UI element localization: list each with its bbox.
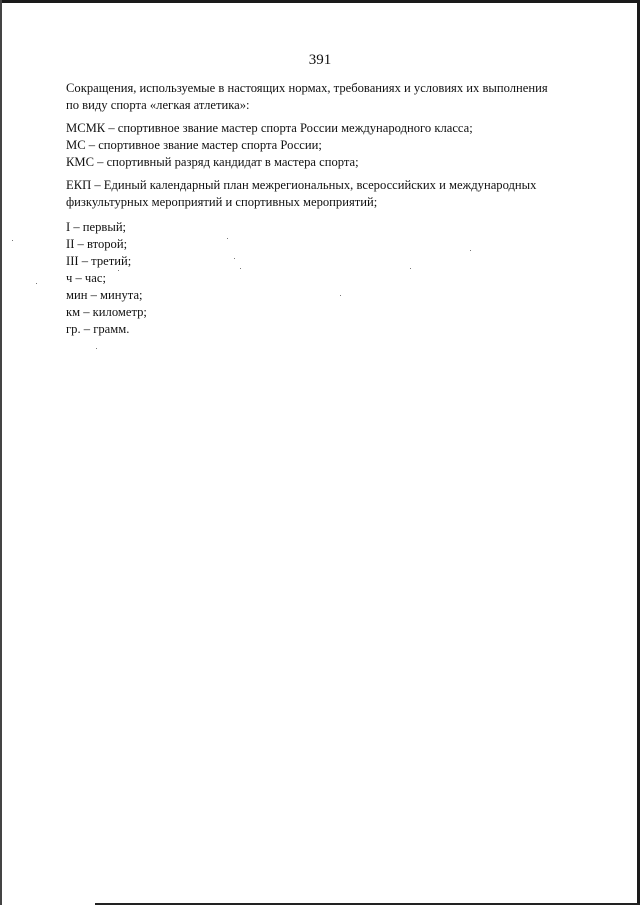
scan-border-top [0, 0, 640, 3]
ekp-paragraph: ЕКП – Единый календарный план межрегиональных, всероссийских и международных физкультурных мероприятий и спортивных мероприятий; [66, 178, 537, 209]
rank-ms: МС – спортивное звание мастер спорта России; [66, 138, 322, 152]
list-item: II – второй; [66, 237, 128, 251]
rank-kms: КМС – спортивный разряд кандидат в мастера спорта; [66, 155, 359, 169]
intro-paragraph: Сокращения, используемые в настоящих нормах, требованиях и условиях их выполнения по виду спорта «легкая атлетика»: [66, 81, 548, 112]
scan-border-left [0, 0, 2, 905]
page-number: 391 [308, 52, 332, 68]
abbreviation-list [66, 219, 556, 338]
ranks-block [66, 120, 556, 171]
list-item: I – первый; [66, 220, 127, 234]
rank-msmk: МСМК – спортивное звание мастер спорта России международного класса; [66, 121, 473, 135]
list-item: км – километр; [66, 305, 147, 319]
list-item: ч – час; [66, 271, 106, 285]
list-item: мин – минута; [66, 288, 143, 302]
list-item: III – третий; [66, 254, 132, 268]
list-item: гр. – грамм. [66, 322, 130, 336]
document-body [66, 80, 556, 338]
